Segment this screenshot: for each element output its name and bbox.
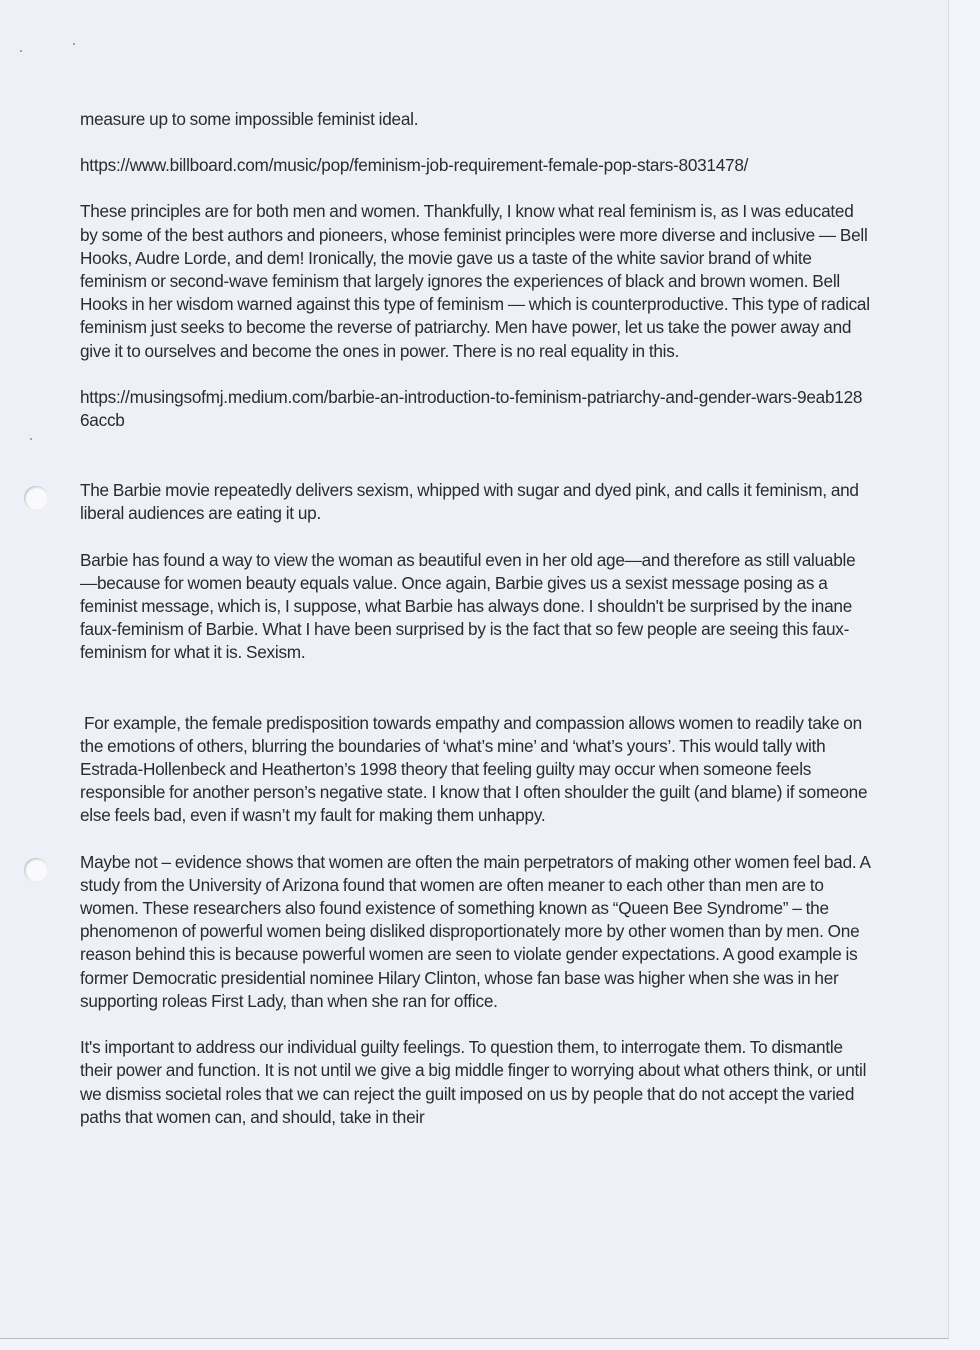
paragraph-barbie-sexism: The Barbie movie repeatedly delivers sexism, whipped with sugar and dyed pink, and calls it feminism, and liberal audiences are eating it up.	[80, 480, 859, 524]
punch-hole	[24, 486, 48, 510]
scan-speck	[30, 438, 32, 440]
scan-speck	[73, 43, 75, 45]
paragraph-empathy-guilt: For example, the female predisposition towards empathy and compassion allows women to readily take on the emotions of others, blurring the boundaries of ‘what’s mine’ and ‘what’s yours’. This would tally with Estrada-Hollenbeck and Heatherton’s 1998 theory that feeling guilty may occur when someone feels responsible for another person’s negative state. I know that I often shoulder the guilt (and blame) if someone else feels bad, even if wasn’t my fault for making them unhappy.	[80, 712, 872, 826]
reference-link-billboard[interactable]	[80, 154, 870, 177]
punch-hole	[24, 858, 48, 882]
reference-link-medium[interactable]	[80, 386, 870, 432]
paragraph-beauty-value: Barbie has found a way to view the woman as beautiful even in her old age—and therefore as still valuable—because for women beauty equals value. Once again, Barbie gives us a sexist message posing as a feminist message, which is, I suppose, what Barbie has always done. I shouldn't be surprised by the inane faux-feminism of Barbie. What I have been surprised by is the fact that so few people are seeing this faux-feminism for what it is. Sexism.	[80, 549, 856, 663]
url-text[interactable]: https://www.billboard.com/music/pop/feminism-job-requirement-female-pop-stars-8031478/	[80, 155, 749, 176]
paragraph-intro-fragment: measure up to some impossible feminist ideal.	[80, 109, 419, 129]
paragraph-guilty-feelings: It's important to address our individual guilty feelings. To question them, to interrogate them. To dismantle their power and function. It is not until we give a big middle finger to worrying about what others think, or until we dismiss societal roles that we can reject the guilt imposed on us by people that do not accept the varied paths that women can, and should, take in their	[80, 1037, 867, 1127]
paragraph-queen-bee: Maybe not – evidence shows that women are often the main perpetrators of making other women feel bad. A study from the University of Arizona found that women are often meaner to each other than men are to women. These researchers also found existence of something known as “Queen Bee Syndrome” – the phenomenon of powerful women being disliked disproportionately more by other women than by men. One reason behind this is because powerful women are seen to violate gender expectations. A good example is former Democratic presidential nominee Hilary Clinton, whose fan base was higher when she was in her supporting roleas First Lady, than when she ran for office.	[80, 851, 870, 1011]
url-text[interactable]: https://musingsofmj.medium.com/barbie-an-introduction-to-feminism-patriarchy-and-gender-wars-9eab1286accb	[80, 386, 863, 431]
document-body	[80, 108, 870, 1129]
paragraph-real-feminism: These principles are for both men and women. Thankfully, I know what real feminism is, as I was educated by some of the best authors and pioneers, whose feminist principles were more diverse and inclusive — Bell Hooks, Audre Lorde, and dem! Ironically, the movie gave us a taste of the white savior brand of white feminism or second-wave feminism that largely ignores the experiences of black and brown women. Bell Hooks in her wisdom warned against this type of feminism — which is counterproductive. This type of radical feminism just seeks to become the reverse of patriarchy. Men have power, let us take the power away and give it to ourselves and become the ones in power. There is no real equality in this.	[80, 201, 870, 361]
scan-speck	[20, 50, 22, 52]
